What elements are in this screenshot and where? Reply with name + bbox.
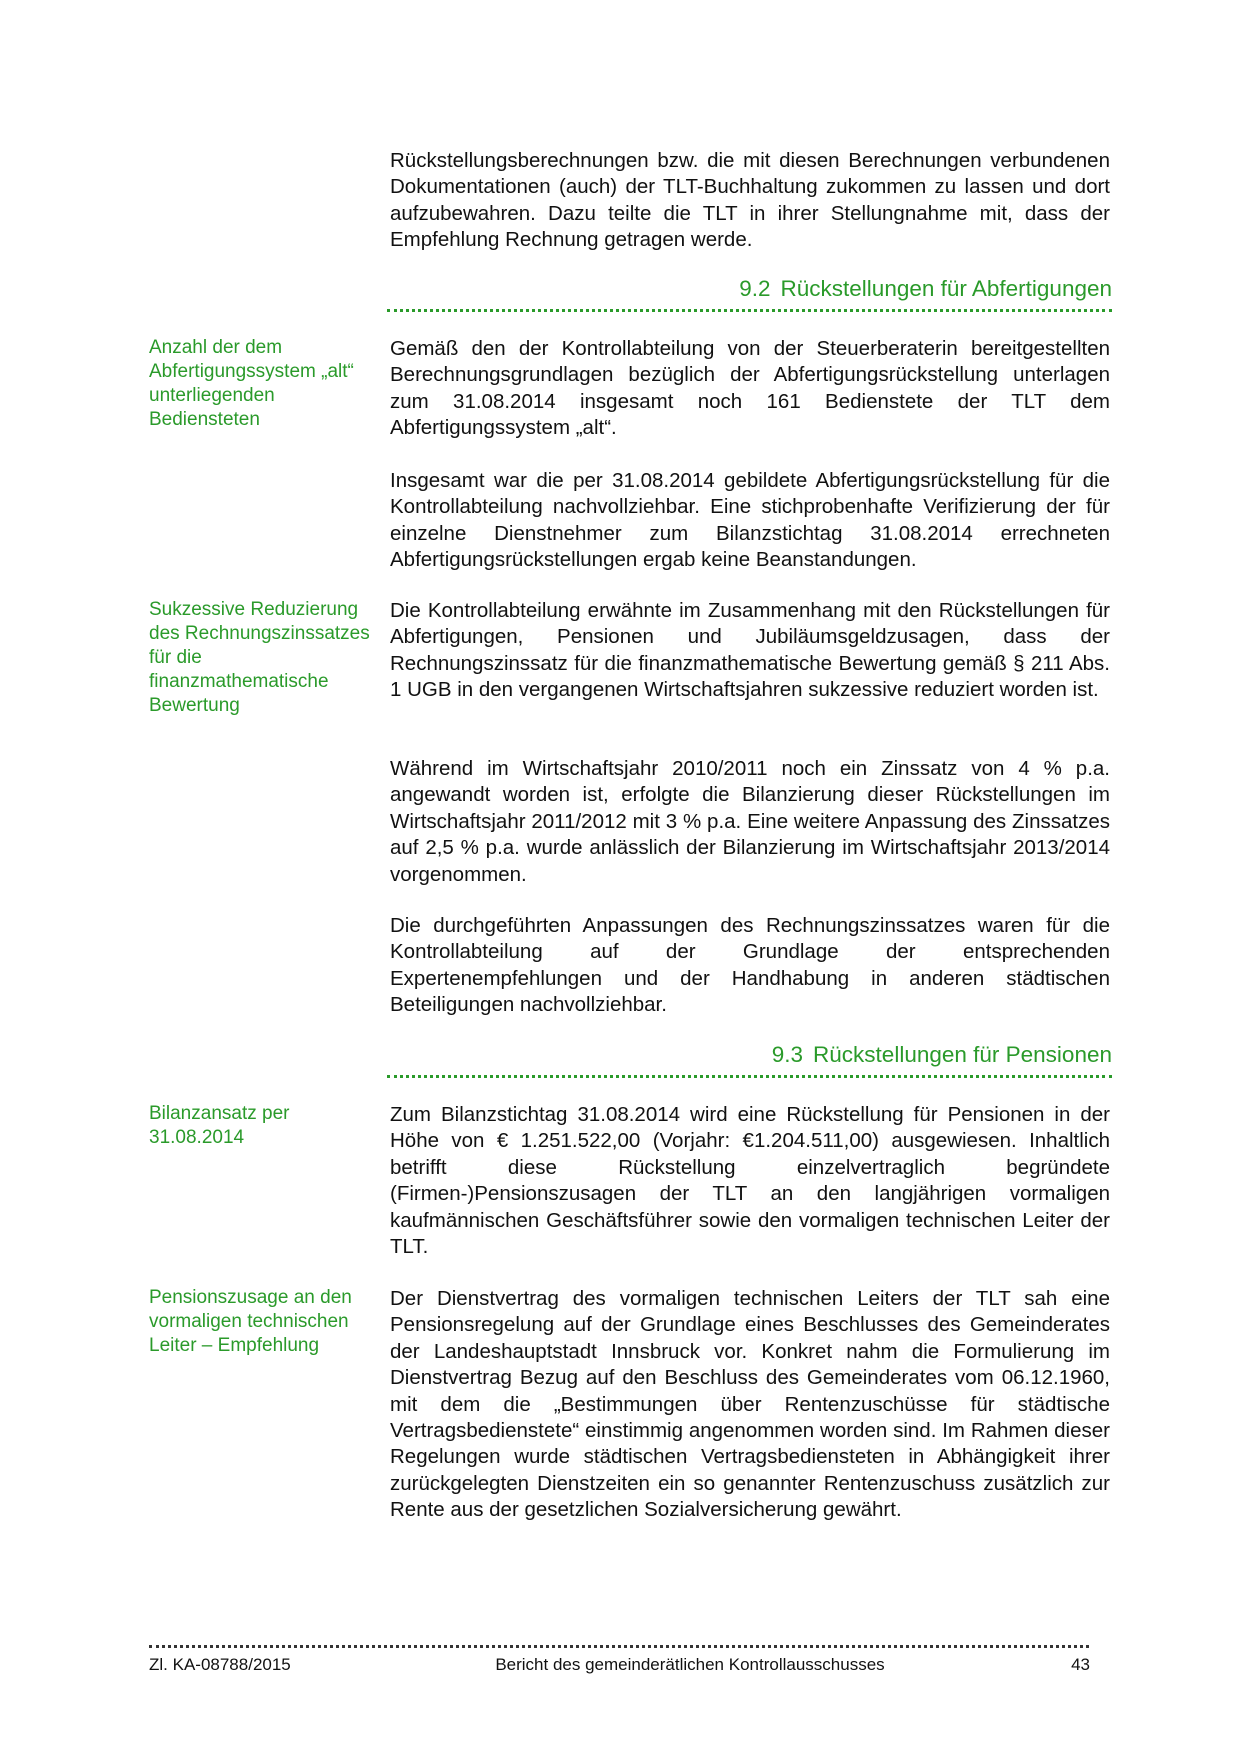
section-title: Rückstellungen für Pensionen <box>813 1042 1112 1067</box>
paragraph-abfertigungssystem: Gemäß den der Kontrollabteilung von der Steuerberaterin bereitgestellten Berechnungsgrundlagen bezüglich der Abfertigungsrückstellung unterlagen zum 31.08.2014 insgesamt noch 161 Bedienstete der TLT dem Abfertigungssystem „alt“. <box>390 337 1110 440</box>
footer-reference: Zl. KA-08788/2015 <box>149 1655 291 1674</box>
paragraph-abfertigungsrueckstellung: Insgesamt war die per 31.08.2014 gebildete Abfertigungsrückstellung für die Kontrollabteilung nachvollziehbar. Eine stichprobenhafte Verifizierung der für einzelne Dienstnehmer zum Bilanzstichtag 31.08.2014 errechneten Abfertigungsrückstellungen ergab keine Beanstandungen. <box>390 469 1110 572</box>
section-heading-9-2 <box>387 275 1112 312</box>
section-heading-9-3 <box>387 1041 1112 1078</box>
section-number: 9.2 <box>739 276 771 301</box>
paragraph-zinssatz-verlauf: Während im Wirtschaftsjahr 2010/2011 noch ein Zinssatz von 4 % p.a. angewandt worden ist, erfolgte die Bilanzierung dieser Rückstellungen im Wirtschaftsjahr 2011/2012 mit 3 % p.a. Eine weitere Anpassung des Zinssatzes auf 2,5 % p.a. wurde anlässlich der Bilanzierung im Wirtschaftsjahr 2013/2014 vorgenommen. <box>390 757 1110 886</box>
margin-note-abfertigungssystem: Anzahl der dem Abfertigungssystem „alt“ unterliegenden Bediensteten <box>149 337 354 430</box>
margin-note-bilanzansatz: Bilanzansatz per 31.08.2014 <box>149 1103 290 1148</box>
paragraph-bilanzansatz: Zum Bilanzstichtag 31.08.2014 wird eine Rückstellung für Pensionen in der Höhe von € 1.251.522,00 (Vorjahr: €1.204.511,00) ausgewiesen. Inhaltlich betrifft diese Rückstellung einzelvertraglich begründete (Firmen-)Pensionszusagen der TLT an den langjährigen vormaligen kaufmännischen Geschäftsführer sowie den vormaligen technischen Leiter der TLT. <box>390 1103 1110 1259</box>
section-number: 9.3 <box>771 1042 804 1067</box>
margin-note-zinssatz: Sukzessive Reduzierung des Rechnungszinssatzes für die finanzmathematische Bewertung <box>149 599 370 716</box>
intro-paragraph: Rückstellungsberechnungen bzw. die mit diesen Berechnungen verbundenen Dokumentationen (auch) der TLT-Buchhaltung zukommen zu lassen und dort aufzubewahren. Dazu teilte die TLT in ihrer Stellungnahme mit, dass der Empfehlung Rechnung getragen werde. <box>390 149 1110 252</box>
footer-page-number: 43 <box>1071 1655 1090 1674</box>
footer-report-title: Bericht des gemeinderätlichen Kontrollausschusses <box>495 1655 885 1674</box>
margin-note-pensionszusage: Pensionszusage an den vormaligen technischen Leiter – Empfehlung <box>149 1287 352 1356</box>
paragraph-dienstvertrag: Der Dienstvertrag des vormaligen technischen Leiters der TLT sah eine Pensionsregelung auf der Grundlage eines Beschlusses des Gemeinderates der Landeshauptstadt Innsbruck vor. Konkret nahm die Formulierung im Dienstvertrag Bezug auf den Beschluss des Gemeinderates vom 06.12.1960, mit dem die „Bestimmungen über Rentenzuschüsse für städtische Vertragsbedienstete“ einstimmig angenommen worden sind. Im Rahmen dieser Regelungen wurde städtischen Vertragsbediensteten in Abhängigkeit ihrer zurückgelegten Dienstzeiten ein so genannter Rentenzuschuss zusätzlich zur Rente aus der gesetzlichen Sozialversicherung gewährt. <box>390 1287 1110 1522</box>
paragraph-anpassungen: Die durchgeführten Anpassungen des Rechnungszinssatzes waren für die Kontrollabteilung auf der Grundlage der entsprechenden Expertenempfehlungen und der Handhabung in anderen städtischen Beteiligungen nachvollziehbar. <box>390 914 1110 1017</box>
footer-divider <box>149 1645 1089 1648</box>
paragraph-rechnungszinssatz: Die Kontrollabteilung erwähnte im Zusammenhang mit den Rückstellungen für Abfertigungen, Pensionen und Jubiläumsgeldzusagen, dass der Rechnungszinssatz für die finanzmathematische Bewertung gemäß § 211 Abs. 1 UGB in den vergangenen Wirtschaftsjahren sukzessive reduziert worden ist. <box>390 599 1110 702</box>
section-title: Rückstellungen für Abfertigungen <box>780 276 1112 301</box>
